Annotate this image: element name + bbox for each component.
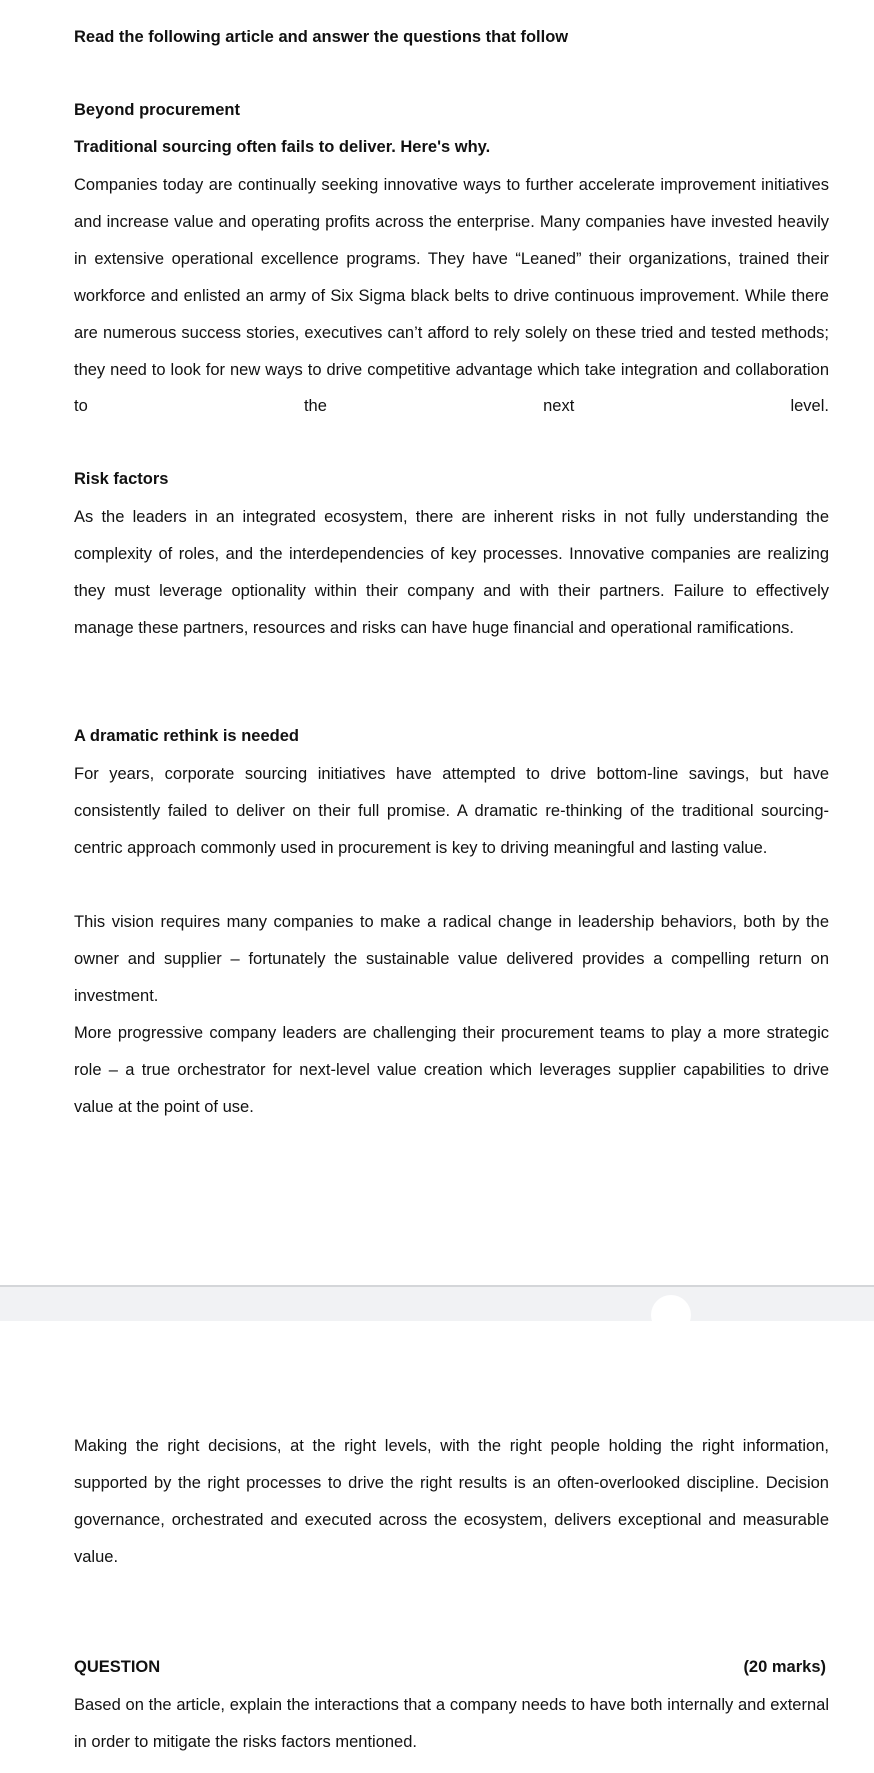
question-marks: (20 marks): [743, 1658, 826, 1676]
article-title: Beyond procurement: [74, 101, 240, 119]
rethink-heading: A dramatic rethink is needed: [74, 727, 299, 745]
question-text: Based on the article, explain the interactions that a company needs to have both internally and external in order to mitigate the risks factors mentioned.: [74, 1696, 829, 1751]
risk-factors-heading: Risk factors: [74, 470, 169, 488]
question-label: QUESTION: [74, 1658, 161, 1676]
document-page-2: [0, 1305, 874, 1773]
article-subtitle: Traditional sourcing often fails to deliver. Here's why.: [74, 138, 491, 156]
rethink-paragraph-1: For years, corporate sourcing initiatives have attempted to drive bottom-line savings, but have consistently failed to deliver on their full promise. A dramatic re-thinking of the traditional sourcing-centric approach commonly used in procurement is key to driving meaningful and lasting value.: [74, 765, 829, 857]
rethink-paragraph-3: More progressive company leaders are challenging their procurement teams to play a more strategic role – a true orchestrator for next-level value creation which leverages supplier capabilities to drive value at the point of use.: [74, 1024, 829, 1116]
decisions-paragraph: Making the right decisions, at the right levels, with the right people holding the right information, supported by the right processes to drive the right results is an often-overlooked discipline. Decision governance, orchestrated and executed across the ecosystem, delivers exceptional and measurable value.: [74, 1437, 829, 1566]
instruction-text: Read the following article and answer the questions that follow: [74, 28, 569, 46]
rethink-paragraph-2: This vision requires many companies to make a radical change in leadership behaviors, both by the owner and supplier – fortunately the sustainable value delivered provides a compelling return on investment.: [74, 913, 829, 1005]
intro-paragraph: Companies today are continually seeking innovative ways to further accelerate improvement initiatives and increase value and operating profits across the enterprise. Many companies have invested heavily in extensive operational excellence programs. They have “Leaned” their organizations, trained their workforce and enlisted an army of Six Sigma black belts to drive continuous improvement. While there are numerous success stories, executives can’t afford to rely solely on these tried and tested methods; they need to look for new ways to drive competitive advantage which take integration and collaboration to the next level.: [74, 176, 829, 416]
risk-factors-paragraph: As the leaders in an integrated ecosystem, there are inherent risks in not fully understanding the complexity of roles, and the interdependencies of key processes. Innovative companies are realizing they must leverage optionality within their company and with their partners. Failure to effectively manage these partners, resources and risks can have huge financial and operational ramifications.: [74, 508, 829, 637]
